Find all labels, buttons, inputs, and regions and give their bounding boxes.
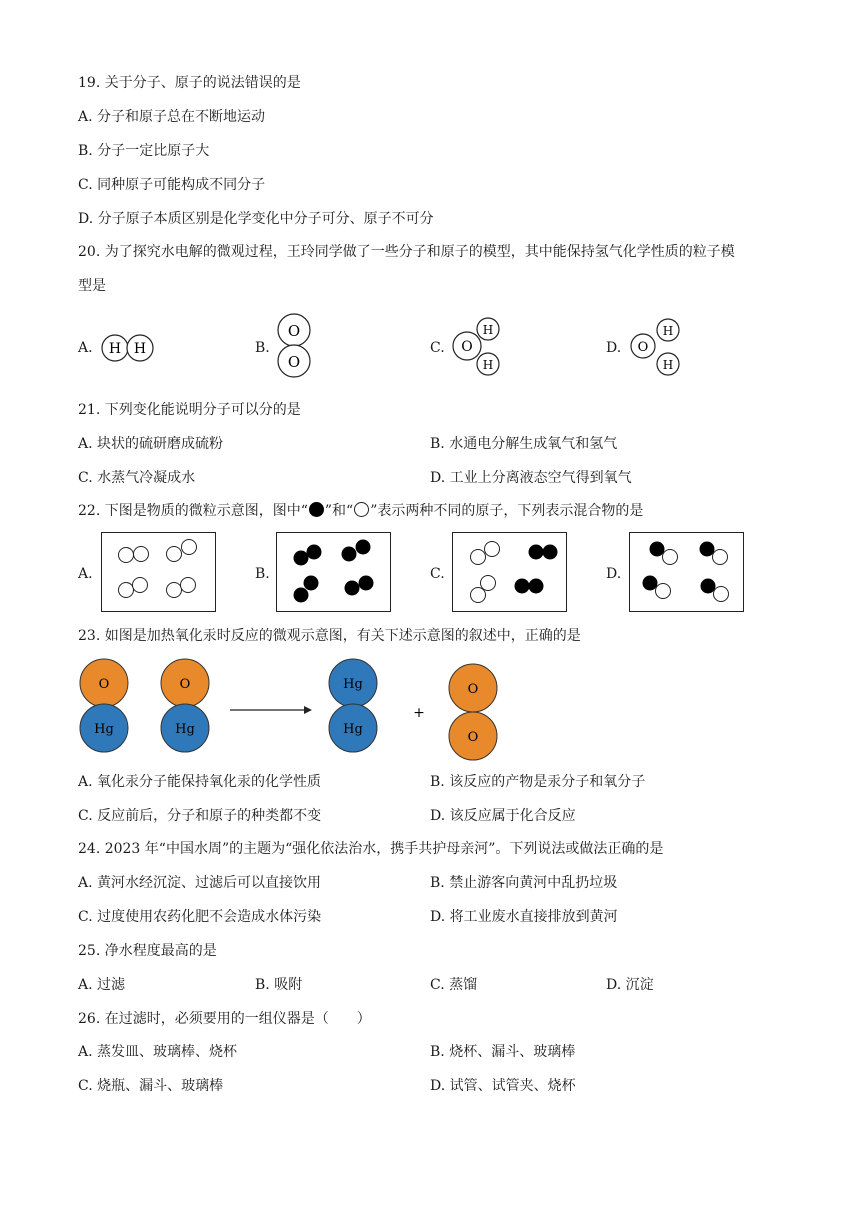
atom-label: O [98,677,110,692]
reaction-arrow-head [304,706,312,714]
atom-label: Hg [94,722,114,737]
q26-stem: 26. 在过滤时，必须要用的一组仪器是（ ） [78,1011,371,1027]
q23-stem: 23. 如图是加热氧化汞时反应的微观示意图，有关下述示意图的叙述中，正确的是 [78,628,581,644]
q23-option-a: A. 氧化汞分子能保持氧化汞的化学性质 [78,774,322,790]
atom-label: H [662,324,674,338]
q19-option-a: A. 分子和原子总在不断地运动 [78,109,266,125]
q21-option-b: B. 水通电分解生成氧气和氢气 [430,436,618,452]
q25-option-d: D. 沉淀 [606,977,654,993]
q19-option-c: C. 同种原子可能构成不同分子 [78,177,266,193]
q22-box-d [629,532,744,612]
atom-label: O [287,322,301,340]
q22-stem-part3: ”表示两种不同的原子，下列表示混合物的是 [370,503,644,519]
atom-label: H [482,323,494,337]
q20-model-c-h2o [450,316,510,376]
atom-label: H [482,358,494,372]
q22-box-c [452,532,567,612]
white-atom-icon [354,502,369,517]
q20-model-d-h2o [627,316,687,376]
q25-stem: 25. 净水程度最高的是 [78,943,217,959]
q23-option-b: B. 该反应的产物是汞分子和氧分子 [430,774,646,790]
q22-box-b [276,532,391,612]
q20-label-a: A. [78,340,93,356]
q22-stem-part2: ”和“ [324,503,354,519]
q21-option-c: C. 水蒸气冷凝成水 [78,470,196,486]
q20-label-d: D. [606,340,622,356]
q21-option-a: A. 块状的硫研磨成硫粉 [78,436,224,452]
q24-stem: 24. 2023 年“中国水周”的主题为“强化依法治水，携手共护母亲河”。下列说法或做法正确的是 [78,841,664,857]
q20-model-b-o2 [274,313,314,377]
q22-label-b: B. [255,566,270,582]
plus-sign: + [413,705,425,721]
q21-stem: 21. 下列变化能说明分子可以分的是 [78,402,301,418]
q24-option-a: A. 黄河水经沉淀、过滤后可以直接饮用 [78,875,322,891]
q20-label-c: C. [430,340,445,356]
q24-option-d: D. 将工业废水直接排放到黄河 [430,909,618,925]
q19-stem: 19. 关于分子、原子的说法错误的是 [78,75,301,91]
atom-label: Hg [343,677,363,692]
q22-label-a: A. [78,566,93,582]
q22-label-d: D. [606,566,622,582]
q25-option-a: A. 过滤 [78,977,126,993]
q26-option-c: C. 烧瓶、漏斗、玻璃棒 [78,1078,224,1094]
q22-stem-part1: 22. 下图是物质的微粒示意图，图中“ [78,503,308,519]
q22-stem [78,502,643,520]
q19-option-d: D. 分子原子本质区别是化学变化中分子可分、原子不可分 [78,211,434,227]
atom-label: Hg [343,722,363,737]
atom-label: O [467,730,479,745]
q24-option-c: C. 过度使用农药化肥不会造成水体污染 [78,909,322,925]
q22-box-a [101,532,216,612]
q26-option-d: D. 试管、试管夹、烧杯 [430,1078,576,1094]
q20-stem-line2: 型是 [78,278,106,294]
q23-option-c: C. 反应前后，分子和原子的种类都不变 [78,808,322,824]
q23-option-d: D. 该反应属于化合反应 [430,808,576,824]
q19-option-b: B. 分子一定比原子大 [78,143,210,159]
q26-option-b: B. 烧杯、漏斗、玻璃棒 [430,1044,576,1060]
q24-option-b: B. 禁止游客向黄河中乱扔垃圾 [430,875,618,891]
atom-label: O [287,353,301,371]
q25-option-b: B. 吸附 [255,977,303,993]
atom-label: H [662,358,674,372]
atom-label: O [179,677,191,692]
q25-option-c: C. 蒸馏 [430,977,478,993]
q22-label-c: C. [430,566,445,582]
atom-label: H [108,341,122,357]
atom-label: O [467,682,479,697]
atom-label: O [637,340,649,355]
q20-label-b: B. [255,340,270,356]
atom-label: O [461,339,473,355]
q20-stem-line1: 20. 为了探究水电解的微观过程，王玲同学做了一些分子和原子的模型，其中能保持氢气化学性质的粒子模 [78,244,735,260]
atom-label: Hg [175,722,195,737]
black-atom-icon [309,502,324,517]
q21-option-d: D. 工业上分离液态空气得到氧气 [430,470,632,486]
atom-label: H [133,341,147,357]
q23-reaction-diagram [78,652,538,764]
q26-option-a: A. 蒸发皿、玻璃棒、烧杯 [78,1044,238,1060]
q20-model-a-h2 [100,333,160,363]
